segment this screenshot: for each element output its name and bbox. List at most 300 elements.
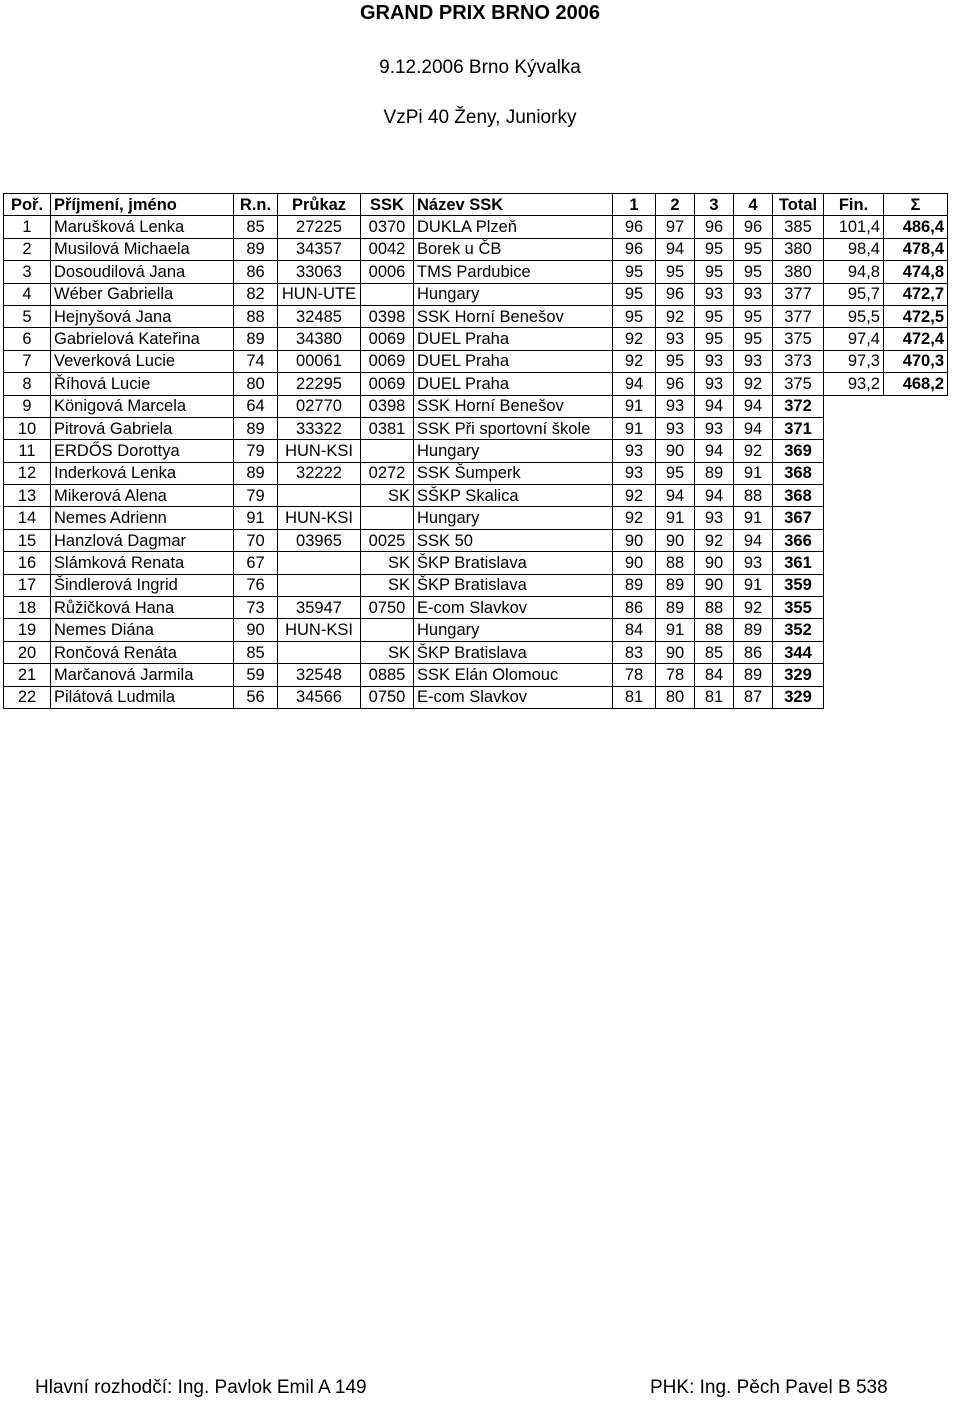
cell-total: 369 xyxy=(773,440,824,462)
cell-club-name: Hungary xyxy=(414,619,613,641)
cell-series-2: 92 xyxy=(656,305,695,327)
cell-license: 34357 xyxy=(278,238,361,260)
cell-position: 21 xyxy=(4,664,51,686)
cell-license xyxy=(278,641,361,663)
cell-birth-year: 74 xyxy=(234,350,278,372)
cell-club-name: E-com Slavkov xyxy=(414,597,613,619)
cell-club-code xyxy=(361,619,414,641)
cell-birth-year: 79 xyxy=(234,485,278,507)
cell-final: 94,8 xyxy=(824,261,884,283)
cell-position: 19 xyxy=(4,619,51,641)
cell-name: Nemes Diána xyxy=(51,619,234,641)
cell-total: 352 xyxy=(773,619,824,641)
cell-series-1: 78 xyxy=(613,664,656,686)
cell-series-2: 93 xyxy=(656,395,695,417)
cell-name: Marčanová Jarmila xyxy=(51,664,234,686)
cell-license: 34380 xyxy=(278,328,361,350)
cell-club-code: 0272 xyxy=(361,462,414,484)
cell-series-3: 95 xyxy=(695,305,734,327)
cell-total: 375 xyxy=(773,373,824,395)
cell-series-4: 89 xyxy=(734,664,773,686)
cell-series-3: 95 xyxy=(695,328,734,350)
cell-club-code: 0381 xyxy=(361,417,414,439)
cell-series-4: 96 xyxy=(734,216,773,238)
cell-total: 329 xyxy=(773,664,824,686)
cell-license: 34566 xyxy=(278,686,361,708)
cell-license: HUN-KSI xyxy=(278,507,361,529)
cell-series-3: 92 xyxy=(695,529,734,551)
table-row xyxy=(4,305,948,327)
cell-position: 15 xyxy=(4,529,51,551)
cell-series-1: 90 xyxy=(613,552,656,574)
cell-name: Pilátová Ludmila xyxy=(51,686,234,708)
cell-club-name: SSK Elán Olomouc xyxy=(414,664,613,686)
col-header-final: Fin. xyxy=(824,194,884,216)
category-title: VzPi 40 Ženy, Juniorky xyxy=(383,107,577,128)
cell-name: Veverková Lucie xyxy=(51,350,234,372)
cell-series-4: 89 xyxy=(734,619,773,641)
cell-club-name: Borek u ČB xyxy=(414,238,613,260)
cell-position: 18 xyxy=(4,597,51,619)
cell-sum: 470,3 xyxy=(884,350,948,372)
cell-total: 366 xyxy=(773,529,824,551)
cell-club-code: 0398 xyxy=(361,305,414,327)
cell-club-name: ŠKP Bratislava xyxy=(414,641,613,663)
cell-final xyxy=(824,664,884,686)
cell-sum xyxy=(884,552,948,574)
table-row xyxy=(4,261,948,283)
cell-name: Marušková Lenka xyxy=(51,216,234,238)
cell-series-2: 88 xyxy=(656,552,695,574)
cell-license: HUN-KSI xyxy=(278,619,361,641)
cell-club-name: TMS Pardubice xyxy=(414,261,613,283)
cell-sum xyxy=(884,440,948,462)
table-row xyxy=(4,395,948,417)
cell-series-1: 95 xyxy=(613,261,656,283)
cell-series-4: 91 xyxy=(734,507,773,529)
cell-name: Mikerová Alena xyxy=(51,485,234,507)
cell-position: 17 xyxy=(4,574,51,596)
cell-total: 344 xyxy=(773,641,824,663)
cell-club-code: SK xyxy=(361,574,414,596)
cell-series-3: 88 xyxy=(695,619,734,641)
cell-name: Dosoudilová Jana xyxy=(51,261,234,283)
cell-final: 101,4 xyxy=(824,216,884,238)
cell-series-3: 94 xyxy=(695,485,734,507)
cell-name: Hanzlová Dagmar xyxy=(51,529,234,551)
cell-series-4: 92 xyxy=(734,597,773,619)
cell-club-name: Hungary xyxy=(414,440,613,462)
table-row xyxy=(4,529,948,551)
results-body xyxy=(4,216,948,709)
cell-license: 32222 xyxy=(278,462,361,484)
cell-series-1: 95 xyxy=(613,305,656,327)
cell-position: 7 xyxy=(4,350,51,372)
col-header-name: Příjmení, jméno xyxy=(51,194,234,216)
cell-name: Wéber Gabriella xyxy=(51,283,234,305)
cell-sum xyxy=(884,686,948,708)
cell-birth-year: 88 xyxy=(234,305,278,327)
cell-series-1: 83 xyxy=(613,641,656,663)
cell-position: 2 xyxy=(4,238,51,260)
cell-sum xyxy=(884,619,948,641)
cell-final xyxy=(824,529,884,551)
cell-series-1: 92 xyxy=(613,507,656,529)
cell-position: 6 xyxy=(4,328,51,350)
col-header-series-1: 1 xyxy=(613,194,656,216)
cell-club-name: SSK Horní Benešov xyxy=(414,395,613,417)
cell-name: Pitrová Gabriela xyxy=(51,417,234,439)
cell-sum xyxy=(884,417,948,439)
cell-club-name: DUKLA Plzeň xyxy=(414,216,613,238)
cell-final xyxy=(824,597,884,619)
cell-position: 1 xyxy=(4,216,51,238)
cell-sum: 472,5 xyxy=(884,305,948,327)
cell-final xyxy=(824,641,884,663)
cell-final: 97,4 xyxy=(824,328,884,350)
cell-series-2: 95 xyxy=(656,350,695,372)
table-row xyxy=(4,283,948,305)
cell-series-1: 93 xyxy=(613,440,656,462)
cell-position: 13 xyxy=(4,485,51,507)
cell-series-3: 88 xyxy=(695,597,734,619)
cell-birth-year: 91 xyxy=(234,507,278,529)
cell-birth-year: 79 xyxy=(234,440,278,462)
cell-total: 368 xyxy=(773,485,824,507)
cell-license xyxy=(278,574,361,596)
col-header-license: Průkaz xyxy=(278,194,361,216)
table-row xyxy=(4,574,948,596)
cell-club-name: ŠKP Bratislava xyxy=(414,574,613,596)
cell-license xyxy=(278,552,361,574)
cell-sum xyxy=(884,529,948,551)
cell-series-4: 92 xyxy=(734,440,773,462)
cell-sum: 486,4 xyxy=(884,216,948,238)
cell-series-2: 90 xyxy=(656,440,695,462)
cell-final: 93,2 xyxy=(824,373,884,395)
cell-name: Königová Marcela xyxy=(51,395,234,417)
cell-series-4: 95 xyxy=(734,328,773,350)
col-header-club-code: SSK xyxy=(361,194,414,216)
cell-sum: 474,8 xyxy=(884,261,948,283)
cell-series-1: 96 xyxy=(613,238,656,260)
cell-license: 22295 xyxy=(278,373,361,395)
cell-series-4: 94 xyxy=(734,417,773,439)
cell-sum xyxy=(884,597,948,619)
cell-final xyxy=(824,462,884,484)
cell-position: 12 xyxy=(4,462,51,484)
cell-series-4: 87 xyxy=(734,686,773,708)
cell-total: 367 xyxy=(773,507,824,529)
cell-birth-year: 56 xyxy=(234,686,278,708)
cell-position: 5 xyxy=(4,305,51,327)
cell-series-4: 95 xyxy=(734,238,773,260)
cell-club-code: 0885 xyxy=(361,664,414,686)
cell-club-code: SK xyxy=(361,552,414,574)
cell-sum xyxy=(884,395,948,417)
cell-series-3: 93 xyxy=(695,507,734,529)
cell-series-4: 93 xyxy=(734,283,773,305)
cell-name: Musilová Michaela xyxy=(51,238,234,260)
cell-birth-year: 85 xyxy=(234,216,278,238)
cell-sum: 468,2 xyxy=(884,373,948,395)
cell-club-code: SK xyxy=(361,485,414,507)
chief-referee: Hlavní rozhodčí: Ing. Pavlok Emil A 149 xyxy=(35,1377,367,1398)
cell-license: 33322 xyxy=(278,417,361,439)
cell-club-name: DUEL Praha xyxy=(414,350,613,372)
cell-position: 14 xyxy=(4,507,51,529)
cell-license: HUN-KSI xyxy=(278,440,361,462)
cell-series-2: 96 xyxy=(656,373,695,395)
cell-series-2: 78 xyxy=(656,664,695,686)
cell-club-code: 0042 xyxy=(361,238,414,260)
cell-club-code xyxy=(361,283,414,305)
cell-series-1: 95 xyxy=(613,283,656,305)
cell-series-1: 91 xyxy=(613,417,656,439)
cell-series-1: 86 xyxy=(613,597,656,619)
cell-license: 35947 xyxy=(278,597,361,619)
table-row xyxy=(4,619,948,641)
table-row xyxy=(4,328,948,350)
col-header-club-name: Název SSK xyxy=(414,194,613,216)
cell-final xyxy=(824,552,884,574)
table-row xyxy=(4,350,948,372)
cell-name: Inderková Lenka xyxy=(51,462,234,484)
cell-series-4: 94 xyxy=(734,529,773,551)
results-table xyxy=(3,193,948,709)
cell-birth-year: 89 xyxy=(234,462,278,484)
table-row xyxy=(4,597,948,619)
cell-series-4: 88 xyxy=(734,485,773,507)
cell-birth-year: 90 xyxy=(234,619,278,641)
cell-license: 27225 xyxy=(278,216,361,238)
cell-position: 4 xyxy=(4,283,51,305)
cell-series-4: 91 xyxy=(734,462,773,484)
cell-series-1: 84 xyxy=(613,619,656,641)
cell-series-4: 92 xyxy=(734,373,773,395)
cell-series-1: 91 xyxy=(613,395,656,417)
cell-birth-year: 64 xyxy=(234,395,278,417)
table-row xyxy=(4,216,948,238)
cell-series-1: 96 xyxy=(613,216,656,238)
cell-club-code: 0750 xyxy=(361,597,414,619)
table-row xyxy=(4,664,948,686)
cell-sum: 478,4 xyxy=(884,238,948,260)
cell-final xyxy=(824,440,884,462)
cell-series-2: 95 xyxy=(656,462,695,484)
cell-series-3: 95 xyxy=(695,261,734,283)
col-header-total: Total xyxy=(773,194,824,216)
cell-name: Říhová Lucie xyxy=(51,373,234,395)
cell-position: 9 xyxy=(4,395,51,417)
cell-birth-year: 82 xyxy=(234,283,278,305)
table-row xyxy=(4,373,948,395)
cell-club-name: Hungary xyxy=(414,507,613,529)
cell-series-4: 91 xyxy=(734,574,773,596)
cell-total: 361 xyxy=(773,552,824,574)
cell-club-code: 0370 xyxy=(361,216,414,238)
cell-birth-year: 89 xyxy=(234,328,278,350)
table-row xyxy=(4,485,948,507)
cell-series-1: 92 xyxy=(613,350,656,372)
cell-series-2: 97 xyxy=(656,216,695,238)
cell-series-3: 90 xyxy=(695,574,734,596)
cell-final xyxy=(824,619,884,641)
table-row xyxy=(4,552,948,574)
cell-club-code: 0069 xyxy=(361,373,414,395)
cell-final: 98,4 xyxy=(824,238,884,260)
cell-series-2: 89 xyxy=(656,574,695,596)
table-row xyxy=(4,507,948,529)
cell-series-3: 89 xyxy=(695,462,734,484)
cell-total: 377 xyxy=(773,305,824,327)
cell-series-2: 93 xyxy=(656,417,695,439)
cell-name: Šindlerová Ingrid xyxy=(51,574,234,596)
cell-final xyxy=(824,485,884,507)
cell-total: 380 xyxy=(773,261,824,283)
cell-club-code: 0025 xyxy=(361,529,414,551)
cell-series-4: 93 xyxy=(734,350,773,372)
cell-sum: 472,4 xyxy=(884,328,948,350)
cell-series-2: 90 xyxy=(656,641,695,663)
cell-club-code xyxy=(361,440,414,462)
table-row xyxy=(4,440,948,462)
cell-series-3: 94 xyxy=(695,440,734,462)
cell-position: 16 xyxy=(4,552,51,574)
cell-series-2: 93 xyxy=(656,328,695,350)
cell-series-4: 95 xyxy=(734,261,773,283)
cell-club-name: DUEL Praha xyxy=(414,328,613,350)
cell-series-1: 92 xyxy=(613,485,656,507)
cell-series-2: 91 xyxy=(656,619,695,641)
cell-series-3: 85 xyxy=(695,641,734,663)
cell-sum xyxy=(884,664,948,686)
cell-series-4: 94 xyxy=(734,395,773,417)
cell-series-4: 93 xyxy=(734,552,773,574)
cell-club-name: DUEL Praha xyxy=(414,373,613,395)
cell-series-3: 90 xyxy=(695,552,734,574)
cell-final xyxy=(824,686,884,708)
cell-final: 97,3 xyxy=(824,350,884,372)
cell-series-2: 96 xyxy=(656,283,695,305)
cell-series-3: 93 xyxy=(695,283,734,305)
cell-club-name: SSK 50 xyxy=(414,529,613,551)
cell-license: 00061 xyxy=(278,350,361,372)
cell-series-1: 81 xyxy=(613,686,656,708)
col-header-birth-year: R.n. xyxy=(234,194,278,216)
cell-club-name: SSK Při sportovní škole xyxy=(414,417,613,439)
cell-club-code: 0006 xyxy=(361,261,414,283)
cell-total: 371 xyxy=(773,417,824,439)
cell-final xyxy=(824,507,884,529)
document-title: GRAND PRIX BRNO 2006 xyxy=(359,2,601,24)
cell-license: 32548 xyxy=(278,664,361,686)
cell-birth-year: 67 xyxy=(234,552,278,574)
cell-club-name: SŠKP Skalica xyxy=(414,485,613,507)
cell-birth-year: 85 xyxy=(234,641,278,663)
cell-series-1: 90 xyxy=(613,529,656,551)
cell-birth-year: 86 xyxy=(234,261,278,283)
cell-final xyxy=(824,417,884,439)
cell-series-1: 94 xyxy=(613,373,656,395)
col-header-sum: Σ xyxy=(884,194,948,216)
cell-sum xyxy=(884,485,948,507)
col-header-series-3: 3 xyxy=(695,194,734,216)
cell-license xyxy=(278,485,361,507)
cell-license: HUN-UTE xyxy=(278,283,361,305)
cell-sum xyxy=(884,641,948,663)
cell-series-1: 89 xyxy=(613,574,656,596)
cell-birth-year: 89 xyxy=(234,417,278,439)
table-row xyxy=(4,641,948,663)
cell-birth-year: 89 xyxy=(234,238,278,260)
cell-total: 372 xyxy=(773,395,824,417)
cell-series-1: 92 xyxy=(613,328,656,350)
cell-license: 03965 xyxy=(278,529,361,551)
cell-position: 10 xyxy=(4,417,51,439)
cell-name: Růžičková Hana xyxy=(51,597,234,619)
cell-sum xyxy=(884,462,948,484)
cell-club-code: 0750 xyxy=(361,686,414,708)
cell-birth-year: 80 xyxy=(234,373,278,395)
cell-final: 95,7 xyxy=(824,283,884,305)
col-header-series-4: 4 xyxy=(734,194,773,216)
cell-name: Rončová Renáta xyxy=(51,641,234,663)
cell-club-name: Hungary xyxy=(414,283,613,305)
cell-birth-year: 70 xyxy=(234,529,278,551)
cell-position: 3 xyxy=(4,261,51,283)
table-row xyxy=(4,417,948,439)
cell-series-2: 80 xyxy=(656,686,695,708)
table-row xyxy=(4,462,948,484)
cell-series-1: 93 xyxy=(613,462,656,484)
col-header-position: Poř. xyxy=(4,194,51,216)
cell-total: 359 xyxy=(773,574,824,596)
cell-position: 22 xyxy=(4,686,51,708)
cell-license: 32485 xyxy=(278,305,361,327)
cell-series-4: 95 xyxy=(734,305,773,327)
cell-club-name: SSK Šumperk xyxy=(414,462,613,484)
cell-final xyxy=(824,395,884,417)
cell-series-3: 95 xyxy=(695,238,734,260)
table-row xyxy=(4,238,948,260)
phk-judge: PHK: Ing. Pěch Pavel B 538 xyxy=(650,1377,888,1398)
cell-name: Slámková Renata xyxy=(51,552,234,574)
cell-club-name: ŠKP Bratislava xyxy=(414,552,613,574)
cell-sum: 472,7 xyxy=(884,283,948,305)
cell-birth-year: 73 xyxy=(234,597,278,619)
cell-series-3: 93 xyxy=(695,373,734,395)
cell-sum xyxy=(884,574,948,596)
cell-name: Nemes Adrienn xyxy=(51,507,234,529)
cell-series-2: 94 xyxy=(656,238,695,260)
table-row xyxy=(4,686,948,708)
cell-license: 33063 xyxy=(278,261,361,283)
cell-license: 02770 xyxy=(278,395,361,417)
cell-series-4: 86 xyxy=(734,641,773,663)
cell-club-name: E-com Slavkov xyxy=(414,686,613,708)
cell-birth-year: 59 xyxy=(234,664,278,686)
cell-series-3: 93 xyxy=(695,350,734,372)
cell-total: 355 xyxy=(773,597,824,619)
cell-total: 375 xyxy=(773,328,824,350)
cell-series-3: 96 xyxy=(695,216,734,238)
cell-series-3: 94 xyxy=(695,395,734,417)
cell-series-2: 94 xyxy=(656,485,695,507)
cell-sum xyxy=(884,507,948,529)
cell-position: 11 xyxy=(4,440,51,462)
cell-final: 95,5 xyxy=(824,305,884,327)
